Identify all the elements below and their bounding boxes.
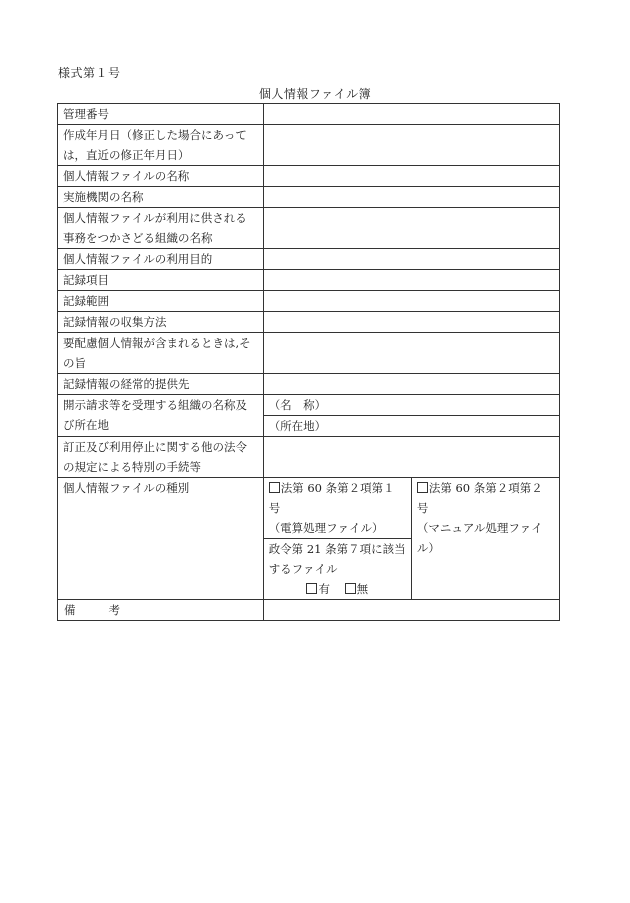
value-disclosure-name[interactable] <box>263 395 559 416</box>
electronic-file-law-text: 法第 60 条第２項第１号 <box>268 481 395 515</box>
label-creation-date-line2: は，直近の修正年月日） <box>63 148 190 162</box>
value-sensitive-info[interactable] <box>263 333 559 374</box>
value-creation-date[interactable] <box>263 125 559 166</box>
value-special-procedure[interactable] <box>263 437 559 478</box>
label-agency-name: 実施機関の名称 <box>58 187 264 208</box>
row-org-name <box>58 208 560 249</box>
row-file-name <box>58 166 560 187</box>
label-record-scope: 記録範囲 <box>58 291 264 312</box>
label-record-items: 記録項目 <box>58 270 264 291</box>
file-type-manual-line2: （マニュアル処理ファイ <box>416 521 543 535</box>
label-disclosure-org-line1: 開示請求等を受理する組織の名称及 <box>63 398 247 412</box>
label-sensitive-info <box>58 333 264 374</box>
label-special-procedure <box>58 437 264 478</box>
ordinance-yes-label: 有 <box>318 582 330 596</box>
label-org-name-line1: 個人情報ファイルが利用に供される <box>63 211 247 225</box>
ordinance-no-label: 無 <box>356 582 369 596</box>
label-org-name-line2: 事務をつかさどる組織の名称 <box>63 231 213 245</box>
label-remarks <box>58 600 264 621</box>
ordinance-line2: するファイル <box>268 562 338 576</box>
label-collection-method: 記録情報の収集方法 <box>58 312 264 333</box>
remarks-char-2: 考 <box>108 603 120 617</box>
row-collection-method <box>58 312 560 333</box>
row-purpose <box>58 249 560 270</box>
label-org-name <box>58 208 264 249</box>
value-record-items[interactable] <box>263 270 559 291</box>
manual-file-checkbox[interactable] <box>417 482 428 493</box>
label-regular-recipients: 記録情報の経常的提供先 <box>58 374 264 395</box>
ordinance-no-checkbox[interactable] <box>345 583 356 594</box>
label-file-name: 個人情報ファイルの名称 <box>58 166 264 187</box>
value-disclosure-address[interactable] <box>263 416 559 437</box>
file-type-option-electronic[interactable] <box>263 478 411 539</box>
value-record-scope[interactable] <box>263 291 559 312</box>
value-file-name[interactable] <box>263 166 559 187</box>
row-remarks <box>58 600 560 621</box>
label-creation-date <box>58 125 264 166</box>
label-purpose: 個人情報ファイルの利用目的 <box>58 249 264 270</box>
remarks-char-1: 備 <box>64 603 76 617</box>
row-record-scope <box>58 291 560 312</box>
row-agency-name <box>58 187 560 208</box>
document-title: 個人情報ファイル簿 <box>258 87 372 101</box>
file-type-manual-line3: ル） <box>416 541 440 555</box>
row-special-procedure <box>58 437 560 478</box>
label-sensitive-info-line1: 要配慮個人情報が含まれるときは,そ <box>63 336 251 350</box>
electronic-file-checkbox[interactable] <box>269 482 280 493</box>
value-management-number[interactable] <box>263 104 559 125</box>
disclosure-name-label: （名 称） <box>268 398 327 412</box>
ordinance-applicability-cell <box>263 539 411 600</box>
value-regular-recipients[interactable] <box>263 374 559 395</box>
label-management-number: 管理番号 <box>58 104 264 125</box>
disclosure-address-label: （所在地） <box>268 419 327 433</box>
file-type-electronic-line1 <box>269 478 406 518</box>
remarks-label <box>63 600 120 620</box>
row-file-type-top <box>58 478 560 539</box>
label-disclosure-org-line2: び所在地 <box>63 418 109 432</box>
value-remarks[interactable] <box>263 600 559 621</box>
label-disclosure-org <box>58 395 264 437</box>
file-type-electronic-line2: （電算処理ファイル） <box>268 521 384 535</box>
label-sensitive-info-line2: の旨 <box>63 356 86 370</box>
ordinance-options <box>269 579 406 599</box>
value-agency-name[interactable] <box>263 187 559 208</box>
ordinance-line1: 政令第 21 条第７項に該当 <box>268 542 406 556</box>
file-type-option-manual[interactable] <box>411 478 559 600</box>
ordinance-yes-checkbox[interactable] <box>306 583 317 594</box>
label-creation-date-line1: 作成年月日（修正した場合にあって <box>63 128 247 142</box>
row-creation-date <box>58 125 560 166</box>
label-special-procedure-line1: 訂正及び利用停止に関する他の法令 <box>63 440 247 454</box>
row-management-number <box>58 104 560 125</box>
form-number: 様式第１号 <box>58 66 121 80</box>
label-special-procedure-line2: の規定による特別の手続等 <box>63 460 201 474</box>
file-type-manual-line1 <box>417 478 554 518</box>
manual-file-law-text: 法第 60 条第２項第２号 <box>416 481 543 515</box>
row-record-items <box>58 270 560 291</box>
value-purpose[interactable] <box>263 249 559 270</box>
row-disclosure-org-name <box>58 395 560 416</box>
label-file-type: 個人情報ファイルの種別 <box>58 478 264 600</box>
value-org-name[interactable] <box>263 208 559 249</box>
value-collection-method[interactable] <box>263 312 559 333</box>
row-sensitive-info <box>58 333 560 374</box>
personal-info-file-register-table <box>57 103 560 621</box>
row-regular-recipients <box>58 374 560 395</box>
